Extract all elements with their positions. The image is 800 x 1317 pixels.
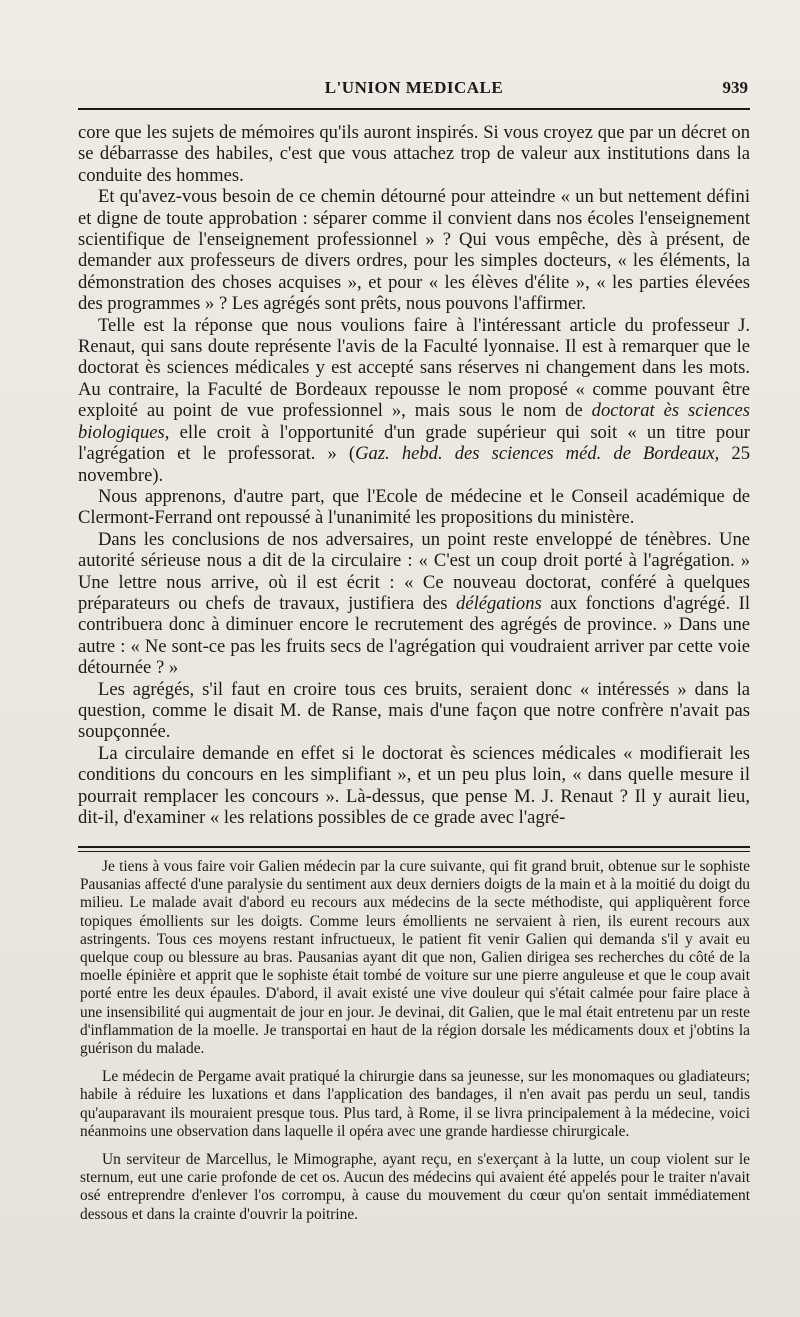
footnote-paragraph-3: Un serviteur de Marcellus, le Mimographe, ayant reçu, en s'exerçant à la lutte, un coup violent sur le sternum, eut une carie profonde de cet os. Aucun des médecins qui avaient été appelés pour le traiter n'avait osé entreprendre d'enlever l'os corrompu, à cause du mouvement du cœur qu'on sentait immédiatement dessous et dans la crainte d'ouvrir la poitrine. xyxy=(80,1151,750,1223)
paragraph-3-citation: Gaz. hebd. des sciences méd. de Bordeaux, xyxy=(355,443,720,465)
paragraph-5-text-a: Dans les conclusions de nos adversaires, un point reste enveloppé de ténèbres. Une autorité sérieuse nous a dit de la circulaire : « C'est un coup droit porté à l'agrégation. » Une lettre nous arrive, où il est écrit : « Ce nouveau doctorat, conféré à quelques préparateurs ou chefs de travaux, justifiera des xyxy=(78,528,750,614)
paragraph-1: core que les sujets de mémoires qu'ils auront inspirés. Si vous croyez que par un décret on se débarrasse des habiles, c'est que vous attachez trop de valeur aux institutions dans la conduite des hommes. xyxy=(78,122,750,186)
running-title: L'UNION MEDICALE xyxy=(324,78,504,97)
paragraph-7: La circulaire demande en effet si le doctorat ès sciences médicales « modifierait les conditions du concours en les simplifiant », et un peu plus loin, « dans quelle mesure il pourrait remplacer les concours ». Là-dessus, que pense M. J. Renaut ? Il y aurait lieu, dit-il, d'examiner « les relations possibles de ce grade avec l'agré- xyxy=(78,742,750,828)
page-number: 939 xyxy=(722,78,748,97)
paragraph-3-text-e: 25 novembre). xyxy=(78,443,750,486)
paragraph-4: Nous apprenons, d'autre part, que l'Ecole de médecine et le Conseil académique de Clermont-Ferrand ont repoussé à l'unanimité les propositions du ministère. xyxy=(78,485,750,529)
paragraph-3 xyxy=(78,315,750,486)
page-header xyxy=(78,78,750,106)
paragraph-6: Les agrégés, s'il faut en croire tous ces bruits, seraient donc « intéressés » dans la question, comme le disait M. de Ranse, mais d'une façon que notre confrère n'avait pas soupçonnée. xyxy=(78,678,750,743)
paragraph-3-italic-term: doctorat ès sciences biologiques xyxy=(78,400,750,443)
main-text xyxy=(78,122,750,828)
footnote-paragraph-2: Le médecin de Pergame avait pratiqué la chirurgie dans sa jeunesse, sur les monomaques ou gladiateurs; habile à réduire les luxations et dans l'application des bandages, il n'en avait pas perdu un seul, tandis qu'auparavant ils mouraient presque tous. Plus tard, à Rome, il se livra principalement à la médecine, voici néanmoins une observation dans laquelle il opéra avec une grande hardiesse chirurgicale. xyxy=(80,1068,750,1140)
header-rule xyxy=(78,108,750,110)
footnote-rule xyxy=(78,846,750,852)
paragraph-2: Et qu'avez-vous besoin de ce chemin détourné pour atteindre « un but nettement défini et digne de toute approbation : séparer comme il convient dans nos écoles l'enseignement scientifique de l'enseignement professionnel » ? Qui vous empêche, dès à présent, de demander aux professeurs de divers ordres, pour les simples docteurs, « les éléments, la démonstration des choses acquises », et pour « les élèves d'élite », « les parties élevées des programmes » ? Les agrégés sont prêts, nous pouvons l'affirmer. xyxy=(78,186,750,315)
paragraph-5-text-c: aux fonctions d'agrégé. Il contribuera donc à diminuer encore le recrutement des agrégés de province. » Dans une autre : « Ne sont-ce pas les fruits secs de l'agrégation qui voudraient arriver par cette voie détournée ? » xyxy=(78,592,750,679)
paragraph-3-text-c: , elle croit à l'opportunité d'un grade supérieur qui soit « un titre pour l'agrégation et le professorat. » ( xyxy=(78,421,750,465)
footnote-paragraph-1: Je tiens à vous faire voir Galien médecin par la cure suivante, qui fit grand bruit, obtenue sur le sophiste Pausanias affecté d'une paralysie du sentiment aux deux derniers doigts de la main et à la moitié du doigt du milieu. Le malade avait d'abord eu recours aux médecins de la secte méthodiste, qui appliquèrent force topiques émollients sur les doigts. Comme leurs émollients ne servaient à rien, ils eurent recours aux astringents. Tous ces moyens restant infructueux, le patient fit venir Galien qui demanda s'il y avait eu quelque coup ou blessure au bras. Pausanias ayant dit que non, Galien dirigea ses recherches du côté de la moelle épinière et apprit que le sophiste était tombé de voiture sur une pierre anguleuse et que le coup avait porté entre les deux épaules. D'abord, il avait existé une vive douleur qui s'était calmée pour faire place à une insensibilité qui augmentait de jour en jour. Je devinai, dit Galien, que le mal était entretenu par un reste d'inflammation de la moelle. Je transportai en haut de la région dorsale les médicaments doux et j'obtins la guérison du malade. xyxy=(80,858,750,1058)
paragraph-5 xyxy=(78,529,750,679)
footnotes xyxy=(80,858,750,1224)
paragraph-5-italic-term: délégations xyxy=(456,592,542,614)
paragraph-3-text-a: Telle est la réponse que nous voulions faire à l'intéressant article du professeur J. Renaut, qui sans doute représente l'avis de la Faculté lyonnaise. Il est à remarquer que le doctorat ès sciences médicales y est accepté sans réserves ni changement dans les mots. Au contraire, la Faculté de Bordeaux repousse le nom proposé « comme pouvant être exploité au point de vue professionnel », mais sous le nom de xyxy=(78,314,750,422)
